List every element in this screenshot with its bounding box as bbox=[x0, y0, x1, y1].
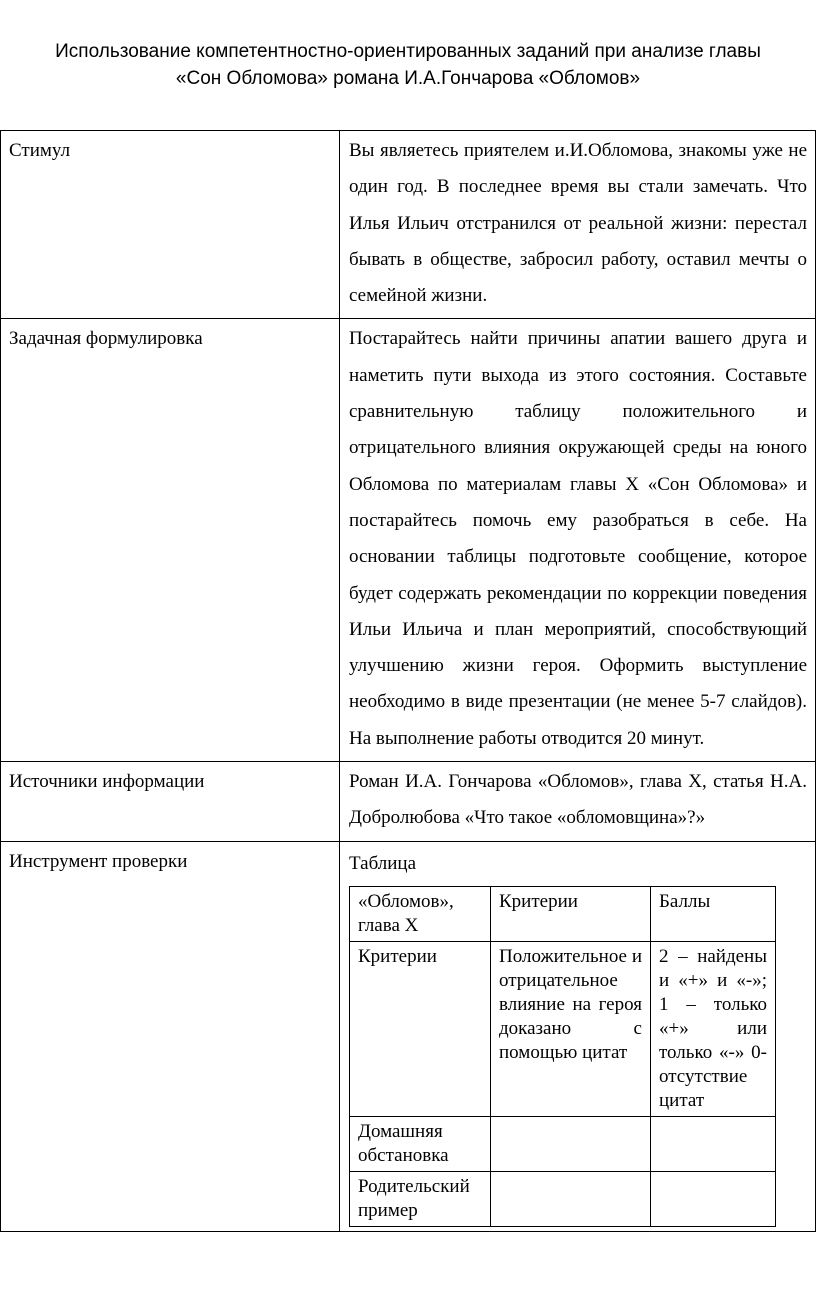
evaluation-row-label: Домашняя обстановка bbox=[350, 1116, 491, 1171]
task-label: Задачная формулировка bbox=[1, 319, 340, 762]
evaluation-row-parents bbox=[350, 1171, 776, 1226]
tool-cell bbox=[340, 841, 816, 1231]
evaluation-row-points bbox=[651, 1116, 776, 1171]
evaluation-row-home bbox=[350, 1116, 776, 1171]
header-criteria: Критерии bbox=[491, 886, 651, 941]
title-line-1: Использование компетентностно-ориентированных заданий при анализе главы bbox=[55, 41, 761, 62]
criteria-row-points: 2 – найдены и «+» и «-»; 1 – только «+» или только «-» 0- отсутствие цитат bbox=[651, 941, 776, 1116]
criteria-row-label: Критерии bbox=[350, 941, 491, 1116]
row-sources bbox=[1, 762, 816, 842]
stimulus-text: Вы являетесь приятелем и.И.Обломова, знакомы уже не один год. В последнее время вы стали замечать. Что Илья Ильич отстранился от реальной жизни: перестал бывать в обществе, забросил работу, оставил мечты о семейной жизни. bbox=[340, 131, 816, 319]
stimulus-label: Стимул bbox=[1, 131, 340, 319]
sources-label: Источники информации bbox=[1, 762, 340, 842]
sources-text: Роман И.А. Гончарова «Обломов», глава X, статья Н.А. Добролюбова «Что такое «обломовщина»?» bbox=[340, 762, 816, 842]
tool-heading: Таблица bbox=[349, 852, 417, 874]
task-table bbox=[0, 130, 816, 1232]
evaluation-row-criterion bbox=[491, 1116, 651, 1171]
evaluation-table bbox=[349, 886, 776, 1227]
title-line-2: «Сон Обломова» романа И.А.Гончарова «Обломов» bbox=[175, 68, 641, 89]
row-stimulus bbox=[1, 131, 816, 319]
document-title bbox=[0, 38, 816, 92]
criteria-row-criterion: Положительное и отрицательное влияние на героя доказано с помощью цитат bbox=[491, 941, 651, 1116]
header-chapter: «Обломов», глава X bbox=[350, 886, 491, 941]
tool-label: Инструмент проверки bbox=[1, 841, 340, 1231]
evaluation-row-points bbox=[651, 1171, 776, 1226]
task-text: Постарайтесь найти причины апатии вашего друга и наметить пути выхода из этого состояния. Составьте сравнительную таблицу положительного и отрицательного влияния окружающей среды на юного Обломова по материалам главы X «Сон Обломова» и постарайтесь помочь ему разобраться в себе. На основании таблицы подготовьте сообщение, которое будет содержать рекомендации по коррекции поведения Ильи Ильича и план мероприятий, способствующий улучшению жизни героя. Оформить выступление необходимо в виде презентации (не менее 5-7 слайдов). На выполнение работы отводится 20 минут. bbox=[340, 319, 816, 762]
evaluation-header-row bbox=[350, 886, 776, 941]
evaluation-criteria-row bbox=[350, 941, 776, 1116]
row-task bbox=[1, 319, 816, 762]
evaluation-row-label: Родительский пример bbox=[350, 1171, 491, 1226]
evaluation-row-criterion bbox=[491, 1171, 651, 1226]
header-points: Баллы bbox=[651, 886, 776, 941]
row-tool bbox=[1, 841, 816, 1231]
